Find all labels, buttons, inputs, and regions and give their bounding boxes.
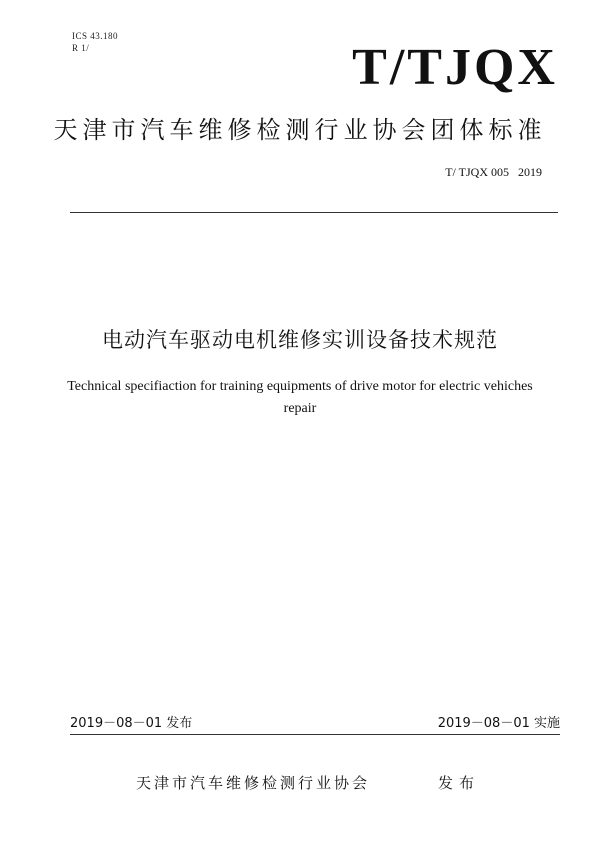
document-title-chinese: 电动汽车驱动电机维修实训设备技术规范 [102, 328, 498, 352]
publish-date: 2019－08－01 发布 [70, 716, 193, 731]
organization-title: 天津市汽车维修检测行业协会团体标准 [53, 116, 547, 144]
bottom-divider [70, 734, 560, 735]
standard-logo: T/TJQX [352, 39, 558, 96]
top-divider [70, 212, 558, 213]
classification-codes [72, 30, 118, 54]
english-title-line-1: Technical specifiaction for training equipments of drive motor for electric vehiches [67, 379, 533, 394]
english-title-line-2: repair [283, 401, 317, 416]
issue-label: 发布 [438, 774, 481, 792]
implement-date: 2019－08－01 实施 [437, 716, 560, 731]
ics-code: ICS 43.180 [72, 31, 119, 41]
issuing-organization: 天津市汽车维修检测行业协会 [136, 774, 371, 792]
ccs-code: R 1/ [72, 43, 90, 53]
document-title-english [50, 376, 550, 420]
standard-number: T/ TJQX 005 2019 [445, 165, 542, 179]
